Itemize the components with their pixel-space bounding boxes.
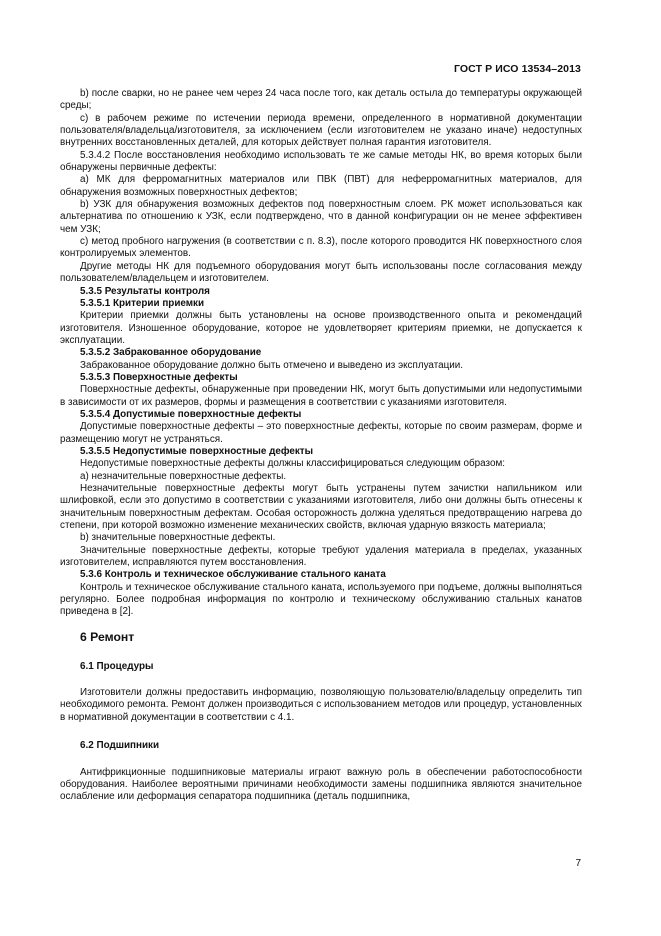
paragraph: Другие методы НК для подъемного оборудования могут быть использованы после согласования между пользователем/владельцем и изготовителем. xyxy=(60,260,582,285)
paragraph: Недопустимые поверхностные дефекты должны классифицироваться следующим образом: xyxy=(80,458,505,470)
paragraph: Контроль и техническое обслуживание стального каната, используемого при подъеме, должны выполняться регулярно. Более подробная информация по контролю и техническому обслуживанию стальных канатов приведена в [2]. xyxy=(60,581,582,618)
subsection-heading: 5.3.5.1 Критерии приемки xyxy=(80,297,205,309)
document-header: ГОСТ Р ИСО 13534–2013 xyxy=(453,63,581,75)
paragraph: c) в рабочем режиме по истечении периода времени, определенного в нормативной документации пользователя/владельца/изготовителя, за исключением (если изготовителем не указано иначе) недоступных внутренних восстановленных деталей, для которых действует полная гарантия изготовителя. xyxy=(60,112,582,149)
paragraph: b) УЗК для обнаружения возможных дефектов под поверхностным слоем. РК может использоваться как альтернатива по отношению к УЗК, если подтверждено, что в данной конфигурации он не менее эффективен чем УЗК; xyxy=(60,199,582,235)
paragraph: Незначительные поверхностные дефекты могут быть устранены путем зачистки напильником или шлифовкой, если это допустимо в соответствии с указаниями изготовителя, либо они должны быть отнесены к значительным поверхностным дефектам. Особая осторожность должна уделяться предотвращению нагрева до степени, при которой возможно изменение механических свойств, включая ударную вязкость материала; xyxy=(60,483,582,532)
paragraph: Антифрикционные подшипниковые материалы играют важную роль в обеспечении работоспособности оборудования. Наиболее вероятными причинами необходимости замены подшипника являются значительное ослабление или деформация сепаратора подшипника (деталь подшипника, xyxy=(60,766,582,803)
paragraph: 5.3.4.2 После восстановления необходимо использовать те же самые методы НК, во время которых были обнаружены первичные дефекты: xyxy=(60,149,582,174)
paragraph: Изготовители должны предоставить информацию, позволяющую пользователю/владельцу определить тип необходимого ремонта. Ремонт должен производиться с использованием методов или процедур, установленных в нормативной документации в соответствии с 4.1. xyxy=(60,687,582,723)
paragraph: a) незначительные поверхностные дефекты. xyxy=(80,470,287,482)
paragraph: b) значительные поверхностные дефекты. xyxy=(80,532,276,544)
paragraph: Значительные поверхностные дефекты, которые требуют удаления материала в пределах, указанных изготовителем, исправляются путем восстановления. xyxy=(60,544,582,569)
subsection-heading: 5.3.5.4 Допустимые поверхностные дефекты xyxy=(80,408,302,420)
paragraph: Критерии приемки должны быть установлены на основе производственного опыта и рекомендаций изготовителя. Изношенное оборудование, которое не удовлетворяет критериям приемки, не допускается к эксплуатации. xyxy=(60,310,582,346)
paragraph: Допустимые поверхностные дефекты – это поверхностные дефекты, которые по своим размерам, форме и размещению могут не устраняться. xyxy=(60,421,582,445)
paragraph: c) метод пробного нагружения (в соответствии с п. 8.3), после которого проводится НК поверхностного слоя контролируемых элементов. xyxy=(60,236,582,260)
subsection-heading: 6.1 Процедуры xyxy=(80,660,154,672)
page-number: 7 xyxy=(575,858,581,869)
paragraph: Забракованное оборудование должно быть отмечено и выведено из эксплуатации. xyxy=(80,359,464,371)
paragraph: Поверхностные дефекты, обнаруженные при проведении НК, могут быть допустимыми или недопустимыми в зависимости от их размеров, формы и размещения в соответствии с указаниями изготовителя. xyxy=(60,384,582,408)
paragraph: b) после сварки, но не ранее чем через 24 часа после того, как деталь остыла до температуры окружающей среды; xyxy=(60,88,582,112)
document-body xyxy=(60,88,582,804)
subsection-heading: 5.3.5.2 Забракованное оборудование xyxy=(80,347,262,359)
subsection-heading: 6.2 Подшипники xyxy=(80,740,160,752)
subsection-heading: 5.3.5 Результаты контроля xyxy=(80,285,210,297)
paragraph: a) МК для ферромагнитных материалов или ПВК (ПВТ) для неферромагнитных материалов, для обнаружения возможных поверхностных дефектов; xyxy=(60,174,582,198)
section-heading: 6 Ремонт xyxy=(80,629,135,644)
subsection-heading: 5.3.5.3 Поверхностные дефекты xyxy=(80,371,238,383)
subsection-heading: 5.3.5.5 Недопустимые поверхностные дефекты xyxy=(80,445,314,457)
subsection-heading: 5.3.6 Контроль и техническое обслуживание стального каната xyxy=(80,569,386,581)
